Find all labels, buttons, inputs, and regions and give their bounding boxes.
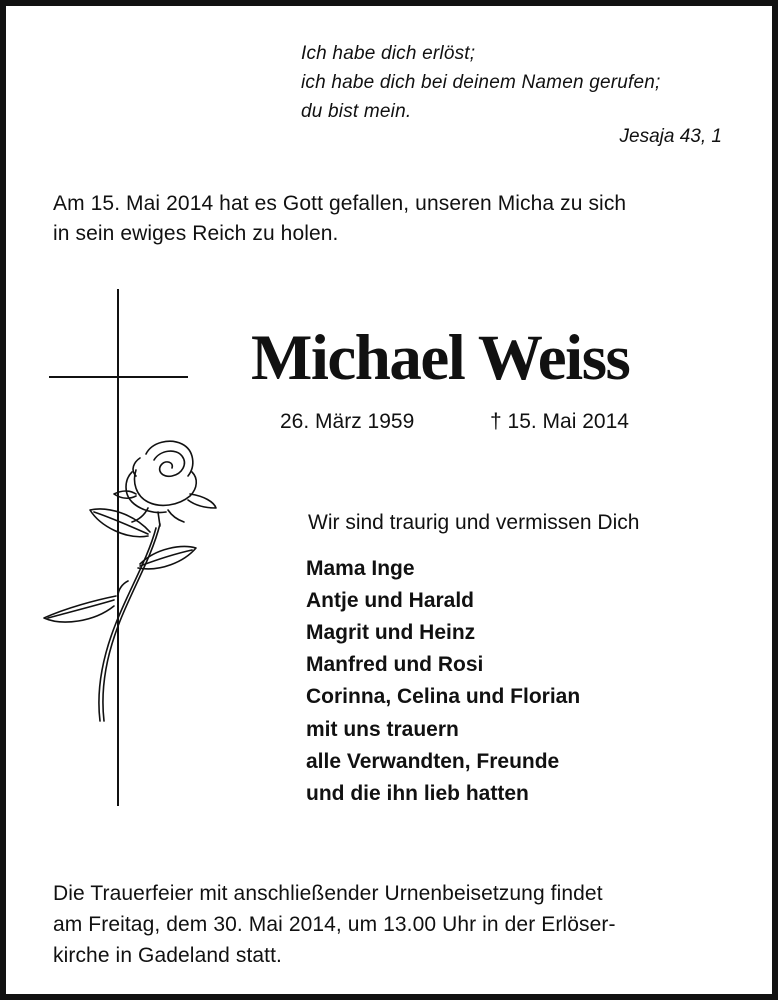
family-member: Mama Inge <box>306 557 415 580</box>
mourning-statement: Wir sind traurig und vermissen Dich <box>308 511 640 534</box>
verse-reference: Jesaja 43, 1 <box>619 126 722 147</box>
announcement-text <box>53 189 626 249</box>
death-date: † 15. Mai 2014 <box>490 410 629 433</box>
announcement-line: Am 15. Mai 2014 hat es Gott gefallen, unseren Micha zu sich <box>53 192 627 215</box>
family-member: Manfred und Rosi <box>306 653 484 676</box>
bible-verse <box>301 39 661 126</box>
funeral-service-info <box>53 878 616 971</box>
verse-line: Ich habe dich erlöst; <box>301 43 476 64</box>
service-line: am Freitag, dem 30. Mai 2014, um 13.00 Uhr in der Erlöser- <box>53 913 616 936</box>
also-mourning-line: und die ihn lieb hatten <box>306 782 529 805</box>
birth-date: 26. März 1959 <box>280 410 415 433</box>
also-mourning <box>306 714 559 810</box>
family-member: Corinna, Celina und Florian <box>306 685 581 708</box>
verse-line: du bist mein. <box>301 101 412 122</box>
deceased-name: Michael Weiss <box>251 322 630 394</box>
service-line: Die Trauerfeier mit anschließender Urnenbeisetzung findet <box>53 882 603 905</box>
also-mourning-line: mit uns trauern <box>306 718 459 741</box>
verse-line: ich habe dich bei deinem Namen gerufen; <box>301 72 661 93</box>
family-member: Magrit und Heinz <box>306 621 476 644</box>
announcement-line: in sein ewiges Reich zu holen. <box>53 222 339 245</box>
service-line: kirche in Gadeland statt. <box>53 944 282 967</box>
family-member: Antje und Harald <box>306 589 475 612</box>
family-list <box>306 553 580 713</box>
also-mourning-line: alle Verwandten, Freunde <box>306 750 560 773</box>
rose-icon <box>36 436 221 726</box>
cross-horizontal-bar <box>49 376 188 378</box>
